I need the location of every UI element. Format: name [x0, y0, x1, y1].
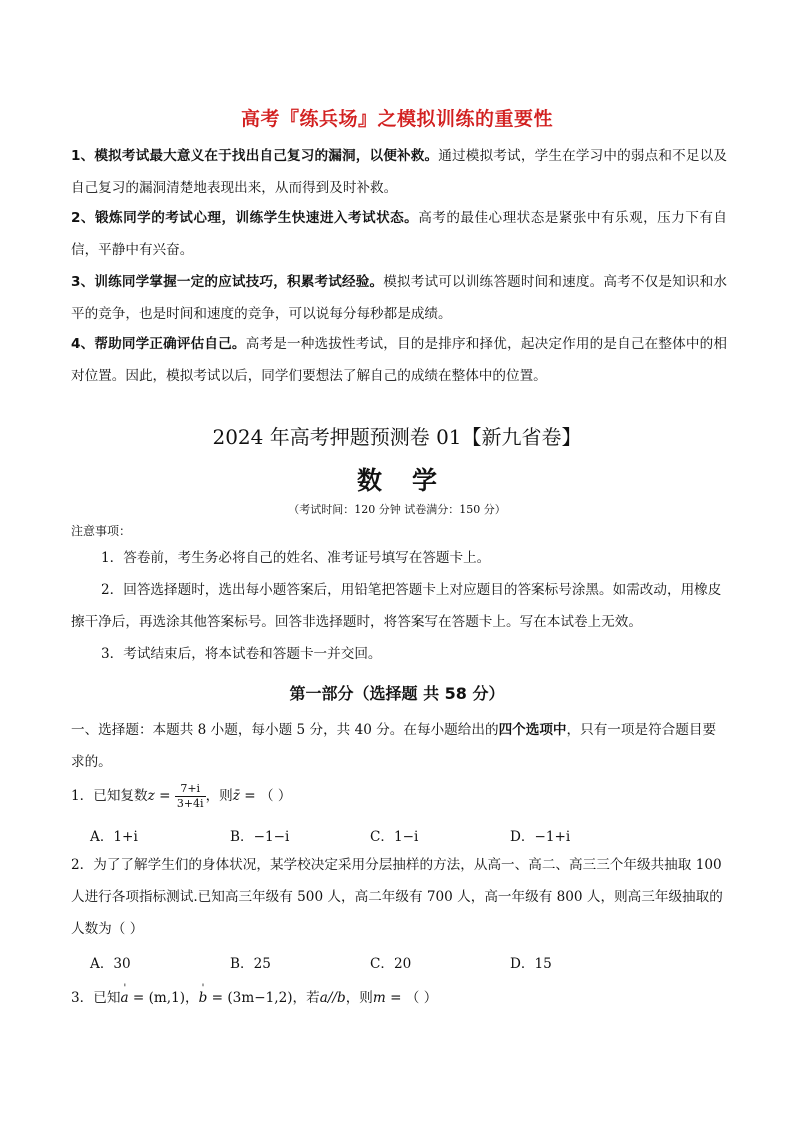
question-2-options — [90, 952, 730, 972]
question-3-parallel: a//b — [319, 990, 346, 1006]
section-instructions-suffix: ，只有一项是符合题目要求的。 — [71, 722, 717, 770]
question-3-prefix: 已知 — [93, 990, 121, 1006]
intro-item-1 — [71, 140, 727, 204]
notes-heading: 注意事项： — [71, 524, 132, 538]
question-1-conjugate: z̄ — [232, 788, 240, 804]
question-1-prefix: 已知复数 — [93, 788, 148, 804]
note-item-3-text: 3．考试结束后，将本试卷和答题卡一并交回。 — [101, 646, 382, 662]
question-2 — [71, 849, 727, 945]
exam-title: 2024 年高考押题预测卷 01【新九省卷】 — [212, 425, 582, 449]
intro-item-1-text: 通过模拟考试，学生在学习中的弱点和不足以及自己复习的漏洞清楚地表现出来，从而得到及时补救。 — [71, 148, 727, 196]
question-1-options — [90, 825, 730, 845]
note-item-1-text: 1．答卷前，考生务必将自己的姓名、准考证号填写在答题卡上。 — [101, 550, 491, 566]
section-instructions-prefix: 一、选择题：本题共 8 小题，每小题 5 分，共 40 分。在每小题给出的 — [71, 722, 499, 738]
fraction-denominator: 3+4i — [176, 797, 204, 810]
question-3-end: = （ ） — [385, 990, 438, 1006]
question-3-number: 3． — [71, 990, 94, 1006]
intro-item-3-text: 模拟考试可以训练答题时间和速度。高考不仅是知识和水平的竞争，也是时间和速度的竞争，可以说每分每秒都是成绩。 — [71, 274, 728, 322]
question-3-part2: = (3m−1,2)，若 — [207, 990, 320, 1006]
question-2-number: 2． — [71, 857, 94, 873]
question-3-part1: = (m,1)， — [128, 990, 199, 1006]
question-1-option-d[interactable]: D．−1+i — [510, 829, 571, 845]
intro-item-4-text: 高考是一种选拔性考试，目的是排序和择优，起决定作用的是自己在整体中的相对位置。因此，模拟考试以后，同学们要想法了解自己的成绩在整体中的位置。 — [71, 336, 727, 384]
exam-info: （考试时间：120 分钟 试卷满分：150 分） — [288, 503, 506, 516]
question-1-eq: = — [154, 788, 175, 804]
question-1-end: = （ ） — [239, 788, 292, 804]
question-1-option-c[interactable]: C．1−i — [370, 829, 419, 845]
question-3 — [71, 982, 727, 1014]
question-2-option-a[interactable]: A．30 — [90, 956, 131, 972]
intro-item-4-bold: 4、帮助同学正确评估自己。 — [71, 336, 246, 352]
question-1 — [71, 780, 727, 812]
question-1-option-b[interactable]: B．−1−i — [230, 829, 290, 845]
intro-item-2 — [71, 202, 727, 266]
question-2-option-c[interactable]: C．20 — [370, 956, 412, 972]
section-title: 第一部分（选择题 共 58 分） — [289, 684, 505, 703]
question-2-stem: 为了了解学生们的身体状况，某学校决定采用分层抽样的方法，从高一、高二、高三三个年级共抽取 100 人进行各项指标测试.已知高三年级有 500 人，高二年级有 700 人，高一年级有 800 人，则高三年级抽取的人数为（ ） — [71, 857, 723, 937]
intro-item-1-bold: 1、模拟考试最大意义在于找出自己复习的漏洞，以便补救。 — [71, 148, 439, 164]
fraction-numerator: 7+i — [175, 782, 206, 797]
vector-b: ' b — [199, 982, 208, 1014]
question-2-option-d[interactable]: D．15 — [510, 956, 552, 972]
intro-title: 高考『练兵场』之模拟训练的重要性 — [240, 108, 553, 130]
note-item-2-text: 2．回答选择题时，选出每小题答案后，用铅笔把答题卡上对应题目的答案标号涂黑。如需改动，用橡皮擦干净后，再选涂其他答案标号。回答非选择题时，将答案写在答题卡上。写在本试卷上无效。 — [71, 582, 722, 630]
intro-item-2-text: 高考的最佳心理状态是紧张中有乐观，压力下有自信，平静中有兴奋。 — [71, 210, 727, 258]
note-item-1 — [71, 542, 727, 574]
note-item-2 — [71, 574, 727, 638]
intro-item-2-bold: 2、锻炼同学的考试心理，训练学生快速进入考试状态。 — [71, 210, 419, 226]
question-1-var: z — [147, 788, 155, 804]
section-instructions — [71, 714, 727, 778]
section-instructions-bold: 四个选项中 — [498, 722, 567, 738]
question-3-part3: ，则 — [345, 990, 373, 1006]
question-3-var-m: m — [372, 990, 386, 1006]
question-2-option-b[interactable]: B．25 — [230, 956, 271, 972]
question-1-option-a[interactable]: A．1+i — [90, 829, 138, 845]
intro-item-3 — [71, 266, 727, 330]
subject-title: 数学 — [356, 466, 467, 495]
question-1-number: 1． — [71, 788, 94, 804]
question-1-fraction — [175, 782, 206, 811]
note-item-3 — [71, 638, 727, 670]
vector-a: ' a — [120, 982, 128, 1014]
intro-item-4 — [71, 328, 727, 392]
question-1-suffix: ，则 — [205, 788, 233, 804]
intro-item-3-bold: 3、训练同学掌握一定的应试技巧，积累考试经验。 — [71, 274, 384, 290]
